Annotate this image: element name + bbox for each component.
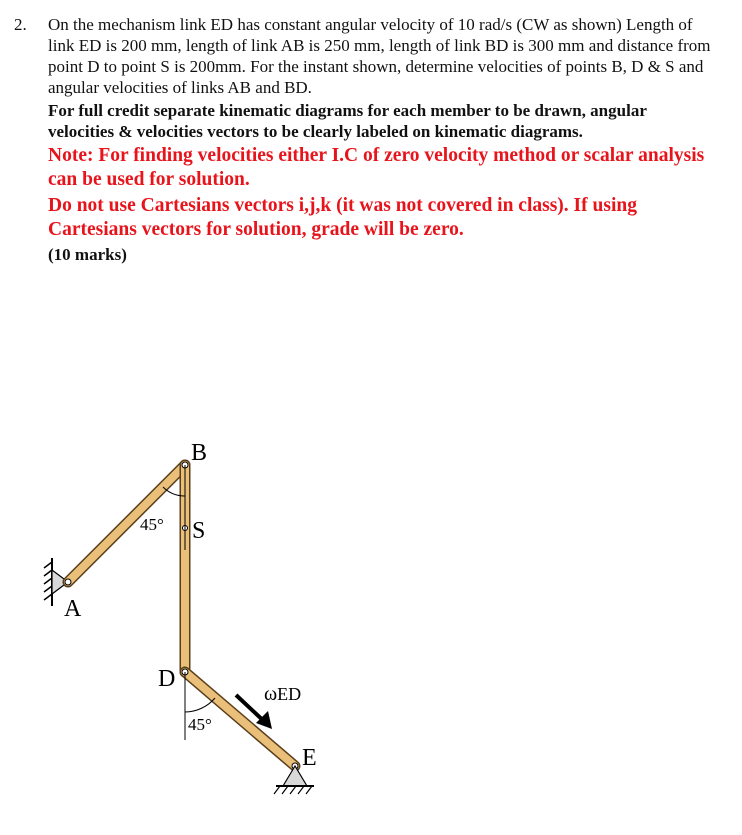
problem-block — [14, 14, 714, 265]
omega-symbol: ω — [264, 683, 278, 705]
label-s: S — [192, 518, 206, 544]
label-e: E — [302, 745, 317, 771]
label-a: A — [64, 596, 82, 622]
angle-label-bottom: 45° — [188, 715, 212, 734]
mechanism-figure — [40, 440, 360, 810]
pin-a — [65, 579, 71, 585]
omega-subscript: ED — [277, 684, 302, 704]
cartesian-warning: Do not use Cartesians vectors i,j,k (it was not covered in class). If using Cartesians vectors for solution, grade will be zero. — [48, 195, 637, 240]
problem-statement: On the mechanism link ED has constant angular velocity of 10 rad/s (CW as shown) Length of link ED is 200 mm, length of link AB is 250 mm, length of link BD is 300 mm and distance from point D to point S is 200mm. For the instant shown, determine velocities of points B, D & S and angular velocities of links AB and BD. — [48, 15, 711, 97]
method-note: Note: For finding velocities either I.C of zero velocity method or scalar analysis can be used for solution. — [48, 145, 705, 190]
angle-label-top: 45° — [140, 515, 164, 534]
problem-body — [48, 14, 714, 265]
label-d: D — [158, 666, 176, 692]
mechanism-diagram — [40, 440, 360, 810]
marks-label: (10 marks) — [48, 245, 127, 264]
credit-instructions: For full credit separate kinematic diagrams for each member to be drawn, angular velocities & velocities vectors to be clearly labeled on kinematic diagrams. — [48, 101, 647, 141]
label-b: B — [191, 440, 208, 466]
omega-label — [264, 683, 301, 705]
problem-number: 2. — [14, 15, 27, 34]
